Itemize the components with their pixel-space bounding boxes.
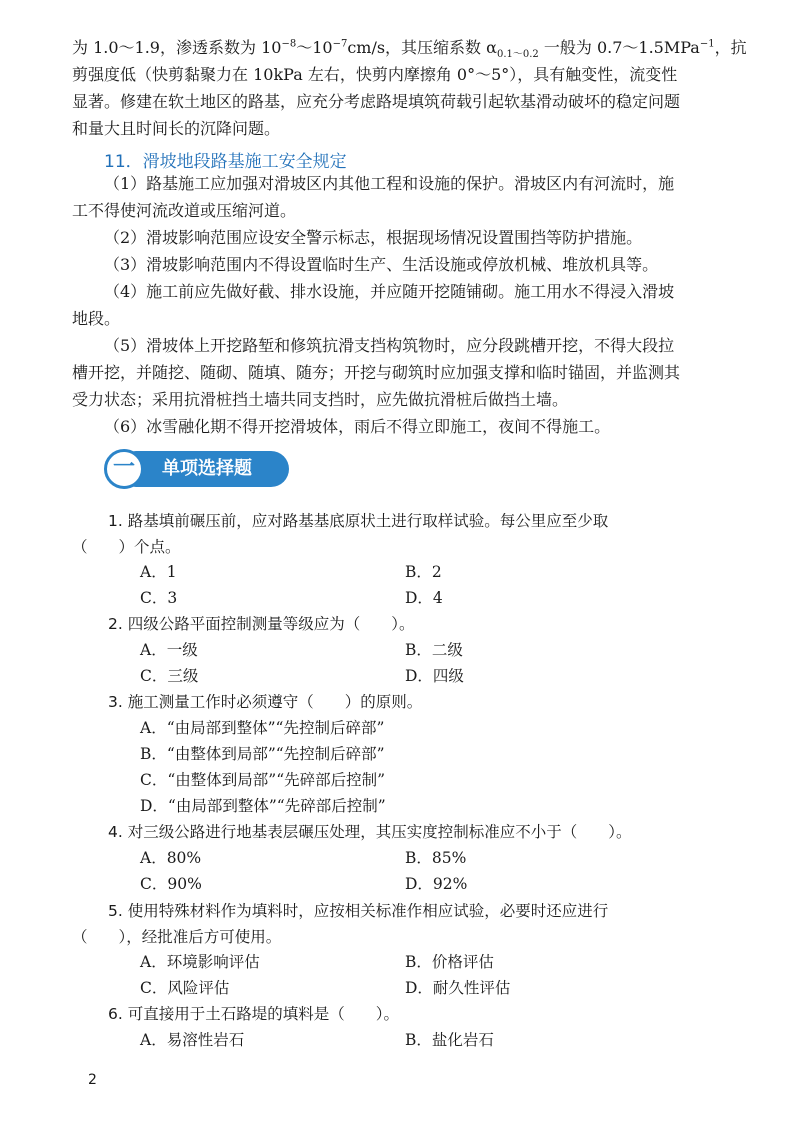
- text: 为 1.0～1.9，渗透系数为 10: [72, 38, 282, 57]
- question-number: 2.: [108, 615, 123, 633]
- superscript: −1: [699, 38, 715, 50]
- section-banner: [104, 449, 289, 489]
- text: 一般为 0.7～1.5MPa: [538, 38, 700, 57]
- intro-paragraph: [72, 34, 747, 142]
- question-5-cont: （ ），经批准后方可使用。: [72, 928, 282, 946]
- banner-label: 单项选择题: [162, 458, 252, 479]
- option-1a[interactable]: A．1: [140, 563, 177, 581]
- option-2a[interactable]: A．一级: [140, 641, 198, 659]
- section-heading: 11．滑坡地段路基施工安全规定: [104, 152, 347, 172]
- question-4: [72, 819, 756, 845]
- superscript: −7: [332, 38, 348, 50]
- section-body: [72, 170, 720, 440]
- question-stem: 四级公路平面控制测量等级应为（ ）。: [127, 615, 415, 633]
- subscript: 0.1～0.2: [496, 49, 539, 61]
- option-1c[interactable]: C．3: [140, 589, 178, 607]
- option-4c[interactable]: C．90%: [140, 875, 202, 893]
- option-5b[interactable]: B．价格评估: [405, 953, 494, 971]
- intro-line-3: 显著。修建在软土地区的路基，应充分考虑路堤填筑荷载引起软基滑动破坏的稳定问题: [72, 92, 681, 111]
- question-stem: 路基填前碾压前，应对路基基底原状土进行取样试验。每公里应至少取: [127, 512, 609, 530]
- item-5-line-2: 槽开挖，并随挖、随砌、随填、随夯；开挖与砌筑时应加强支撑和临时锚固，并监测其: [72, 363, 681, 382]
- option-4b[interactable]: B．85%: [405, 849, 467, 867]
- option-3d[interactable]: D．“由局部到整体”“先碎部后控制”: [140, 797, 386, 815]
- option-2d[interactable]: D．四级: [405, 667, 464, 685]
- item-6-line-1: （6）冰雪融化期不得开挖滑坡体，雨后不得立即施工，夜间不得施工。: [104, 417, 611, 436]
- option-5c[interactable]: C．风险评估: [140, 979, 230, 997]
- text: ～10: [296, 38, 333, 57]
- item-2-line-1: （2）滑坡影响范围应设安全警示标志，根据现场情况设置围挡等防护措施。: [104, 228, 643, 247]
- question-3: [72, 689, 756, 715]
- question-6: [72, 1001, 756, 1027]
- item-4-line-1: （4）施工前应先做好截、排水设施，并应随开挖随铺砌。施工用水不得浸入滑坡: [104, 282, 675, 301]
- option-1d[interactable]: D．4: [405, 589, 443, 607]
- question-2: [72, 611, 756, 637]
- question-number: 3.: [108, 693, 123, 711]
- item-5-line-1: （5）滑坡体上开挖路堑和修筑抗滑支挡构筑物时，应分段跳槽开挖，不得大段拉: [104, 336, 675, 355]
- item-4-line-2: 地段。: [72, 309, 121, 328]
- item-3-line-1: （3）滑坡影响范围内不得设置临时生产、生活设施或停放机械、堆放机具等。: [104, 255, 659, 274]
- item-1-line-2: 工不得使河流改道或压缩河道。: [72, 201, 297, 220]
- item-5-line-3: 受力状态；采用抗滑桩挡土墙共同支挡时，应先做抗滑桩后做挡土墙。: [72, 390, 569, 409]
- text: ，抗: [714, 38, 747, 57]
- question-stem: 施工测量工作时必须遵守（ ）的原则。: [127, 693, 423, 711]
- option-2b[interactable]: B．二级: [405, 641, 463, 659]
- option-6a[interactable]: A．易溶性岩石: [140, 1031, 245, 1049]
- intro-line-2: 剪强度低（快剪黏聚力在 10kPa 左右，快剪内摩擦角 0°～5°），具有触变性，流变性: [72, 65, 678, 84]
- question-number: 1.: [108, 512, 123, 530]
- question-number: 6.: [108, 1005, 123, 1023]
- item-1-line-1: （1）路基施工应加强对滑坡区内其他工程和设施的保护。滑坡区内有河流时，施: [104, 174, 675, 193]
- question-5-text: [72, 898, 720, 924]
- option-5d[interactable]: D．耐久性评估: [405, 979, 511, 997]
- question-stem: 可直接用于土石路堤的填料是（ ）。: [127, 1005, 399, 1023]
- option-1b[interactable]: B．2: [405, 563, 442, 581]
- question-number: 4.: [108, 823, 123, 841]
- page-number: 2: [88, 1072, 97, 1088]
- text: cm/s，其压缩系数 α: [347, 38, 497, 57]
- superscript: −8: [281, 38, 297, 50]
- option-3a[interactable]: A．“由局部到整体”“先控制后碎部”: [140, 719, 385, 737]
- banner-number: 一: [112, 455, 135, 480]
- question-stem: 对三级公路进行地基表层碾压处理，其压实度控制标准应不小于（ ）。: [127, 823, 632, 841]
- intro-line-4: 和量大且时间长的沉降问题。: [72, 119, 281, 138]
- question-1: [72, 508, 720, 560]
- question-1-cont: （ ）个点。: [72, 538, 181, 556]
- option-3c[interactable]: C．“由整体到局部”“先碎部后控制”: [140, 771, 386, 789]
- intro-line-1: [72, 34, 747, 61]
- question-stem: 使用特殊材料作为填料时，应按相关标准作相应试验，必要时还应进行: [127, 902, 609, 920]
- option-3b[interactable]: B．“由整体到局部”“先控制后碎部”: [140, 745, 385, 763]
- option-5a[interactable]: A．环境影响评估: [140, 953, 260, 971]
- option-4a[interactable]: A．80%: [140, 849, 202, 867]
- question-1-text: [72, 508, 720, 534]
- question-5: [72, 898, 720, 950]
- option-6b[interactable]: B．盐化岩石: [405, 1031, 494, 1049]
- question-number: 5.: [108, 902, 123, 920]
- option-2c[interactable]: C．三级: [140, 667, 199, 685]
- option-4d[interactable]: D．92%: [405, 875, 468, 893]
